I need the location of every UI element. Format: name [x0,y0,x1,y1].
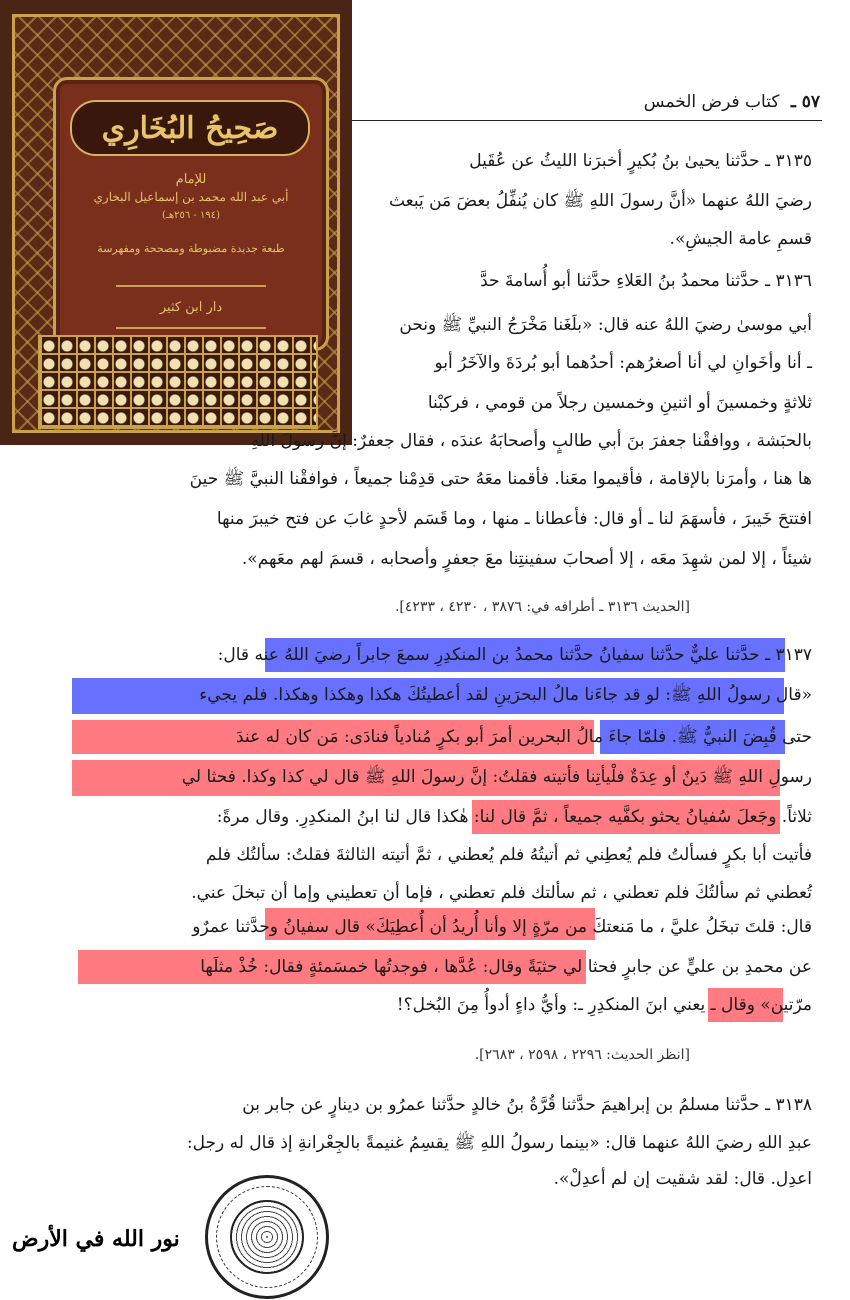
text-line: حتى قُبِضَ النبيُّ ﷺ. فلمّا جاءَ مالُ البحرين أمرَ أبو بكرٍ مُنادياً فنادَى: مَن كان له عندَ [236,727,812,747]
text-line: ثلاثةٍ وخمسينَ أو اثنينِ وخمسين رجلاً من قومي ، فركبْنا [427,393,812,413]
text-line: ٣١٣٥ ـ حدَّثنا يحيىٰ بنُ بُكيرٍ أخبرَنا الليثُ عن عُقَيل [469,151,812,171]
cover-lattice-pattern [38,335,318,429]
text-line: قال: قلتَ تبخَلُ عليَّ ، ما مَنعتكَ من مرّةٍ إلا وأنا أُريدُ أن أُعطِيَكَ» قال سفيانُ وحدَّثنا عمرٌو [192,917,812,937]
text-line: ٣١٣٨ ـ حدَّثنا مسلمُ بن إبراهيمَ حدَّثنا قُرَّةُ بنُ خالدٍ حدَّثنا عمرُو بن دينارٍ عن جابر بن [242,1095,812,1115]
cover-title-box [70,100,310,156]
text-line: ثلاثاً. وجَعلَ سُفيانُ يحثو بكفَّيه جميعاً ، ثمَّ قال لنا: هٰكذا قال لنا ابنُ المنكدِرِ. وقال مرةً: [216,807,812,827]
text-line: شيئاً ، إلا لمن شهِدَ معَه ، إلا أصحابَ سفينتِنا معَ جعفرٍ وأصحابه ، قسمَ لهم معَهم». [241,549,812,569]
text-line: افتتحَ خَيبرَ ، فأسهَمَ لنا ـ أو قال: فأعطانا ـ منها ، وما قَسَم لأحدٍ غابَ عن فتح خيبرَ منها [216,509,812,529]
text-line: بالحبَشة ، ووافقْنا جعفرَ بنَ أبي طالبٍ وأصحابَهُ عندَه ، فقال جعفرٌ: إنَّ رسولَ اللهِ [250,431,812,451]
text-line: ٣١٣٧ ـ حدَّثنا عليٌّ حدَّثنا سفيانُ حدَّثنا محمدُ بن المنكدِرِ سمعَ جابراً رضيَ اللهُ عنه قال: [217,645,812,665]
text-line: تُعطني ثم سألتُكَ فلم تعطني ، ثم سألتك فلم تعطني ، فإما أن تعطيني وإما أن تبخلَ عني. [191,883,812,903]
text-line: أبي موسىٰ رضيَ اللهُ عنه قال: «بلَغَنا مَخْرَجُ النبيِّ ﷺ ونحن [399,315,812,335]
book-title: كتاب فرض الخمس [643,92,780,112]
text-line: عن محمدِ بن عليٍّ عن جابرٍ فحثا لي حثيَةً وقال: عُدَّها ، فوجدتُها خمسَمئةٍ فقال: خُذْ مثلَها [200,957,812,977]
seal-stamp [205,1175,329,1299]
hadith-reference: [انظر الحديث: ٢٢٩٦ ، ٢٥٩٨ ، ٢٦٨٣]. [474,1047,690,1063]
text-line: «قال رسولُ اللهِ ﷺ: لو قد جاءَنا مالُ البحرَينِ لقد أعطيتُكَ هكذا وهكذا وهكذا. فلم يجيء [199,685,812,705]
text-line: رسولِ اللهِ ﷺ دَينٌ أو عِدَةٌ فلْيأتِنا فأتيته فقلتُ: إنَّ رسولَ اللهِ ﷺ قال لي كذا وكذا. فحثا لي [181,767,812,787]
text-line: فأتيت أبا بكرٍ فسألتُ فلم يُعطِني ثم أتيتُهُ فلم يُعطني ، ثمَّ أتيته الثالثةَ فقلتُ: سألتُك فلم [205,845,812,865]
cover-title-panel [53,77,329,351]
page-number: ٥٧ ـ [790,92,820,112]
cover-author: أبي عبد الله محمد بن إسماعيل البخاري [93,190,289,204]
hadith-reference: [الحديث ٣١٣٦ ـ أطرافه في: ٣٨٧٦ ، ٤٢٣٠ ، ٤٢٣٣]. [394,599,690,615]
text-line: ها هنا ، وأمرَنا بالإقامة ، فأقيموا معَنا. فأقمنا معَهُ حتى قدِمْنا جميعاً ، فوافقْنا النبيَّ ﷺ حينَ [189,469,812,489]
text-line: رضيَ اللهُ عنهما «أنَّ رسولَ اللهِ ﷺ كان يُنفِّلُ بعضَ مَن يَبعث [388,191,812,211]
text-line: ـ أنا وأخَوانِ لي أنا أصغرُهم: أحدُهما أبو بُردَةَ والآخَرُ أبو [434,353,812,373]
cover-years: (١٩٤ - ٢٥٦هـ) [161,210,220,221]
cover-title: صَحِيحُ البُخَارِي [101,110,279,146]
site-watermark: نور الله في الأرض [12,1226,180,1252]
cover-imam: للإمام [175,172,207,187]
text-line: ٣١٣٦ ـ حدَّثنا محمدُ بنُ العَلاءِ حدَّثنا أبو أُسامةَ حدَّ [480,271,812,291]
text-line: اعدِل. قال: لقد شقيت إن لم أعدِلْ». [553,1169,812,1189]
page-header [400,92,820,112]
book-cover-image [0,0,352,445]
text-line: مرّتين» وقال ـ يعني ابنَ المنكدِرِ ـ: وأيُّ داءٍ أدوأُ مِنَ البُخل؟! [396,995,812,1015]
cover-ornament [116,285,266,329]
text-line: عبدِ اللهِ رضيَ اللهُ عنهما قال: «بينما رسولُ اللهِ ﷺ يقسِمُ غنيمةً بالجِعْرانةِ إذ قال له رجل: [186,1133,812,1153]
text-line: قسمِ عامة الجيشِ». [669,229,812,249]
cover-edition: طبعة جديدة مضبوطة ومصححة ومفهرسة [97,242,285,255]
header-divider [352,120,822,121]
seal-ring [216,1186,318,1288]
cover-publisher: دار ابن كثير [159,299,223,315]
